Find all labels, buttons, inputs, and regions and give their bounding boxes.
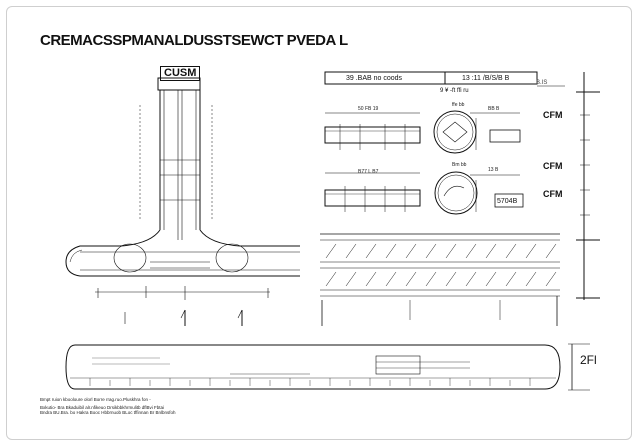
table-header-extension: B.IS [536, 80, 548, 86]
dimension-label: 13 B [488, 167, 499, 173]
tee-fitting-view [66, 78, 300, 326]
box-value: 5704B [497, 198, 518, 205]
note-line: Bndra BU.Bra. bo Hakra Booc Hbbrnuob BLoc tffinnan Br Bnlbnsfoh [40, 410, 176, 415]
duct-tag: CUSM [160, 66, 200, 81]
table-header-left: 39 .BAB no coods [346, 75, 403, 82]
cfm-label: CFM [543, 161, 563, 171]
sheet-title: CREMACSSPMANALDUSSTSEWCT PVEDA L [40, 32, 348, 49]
dimension-label: ffe bb [452, 102, 465, 108]
scale-label: 2Fl [580, 353, 597, 367]
table-header-right: 13 :11 /B/S/B B [462, 75, 510, 82]
hatch-band [320, 234, 560, 326]
long-duct-section [66, 344, 590, 390]
side-ruler [576, 72, 600, 300]
dimension-label: BB B [488, 106, 500, 112]
section-a [325, 111, 520, 153]
dimension-label: 50 FB 19 [358, 106, 379, 112]
cfm-label: CFM [543, 189, 563, 199]
dimension-label: B77 L B7 [358, 169, 379, 175]
table-subheader: 9 ¥ -ft ffi ru [440, 88, 469, 94]
cfm-label: CFM [543, 110, 563, 120]
note-line: Bmpt ruion kbooloure olorl Borre rrag.ruo.Pluskhra fon - [40, 397, 151, 402]
dimension-label: Bm bb [452, 162, 467, 168]
note-line: Bxkutio- Bra Bkaduibil alr.nfikeuo Drsikbbkhrmulitb dflBvi Fbtai [40, 405, 165, 410]
